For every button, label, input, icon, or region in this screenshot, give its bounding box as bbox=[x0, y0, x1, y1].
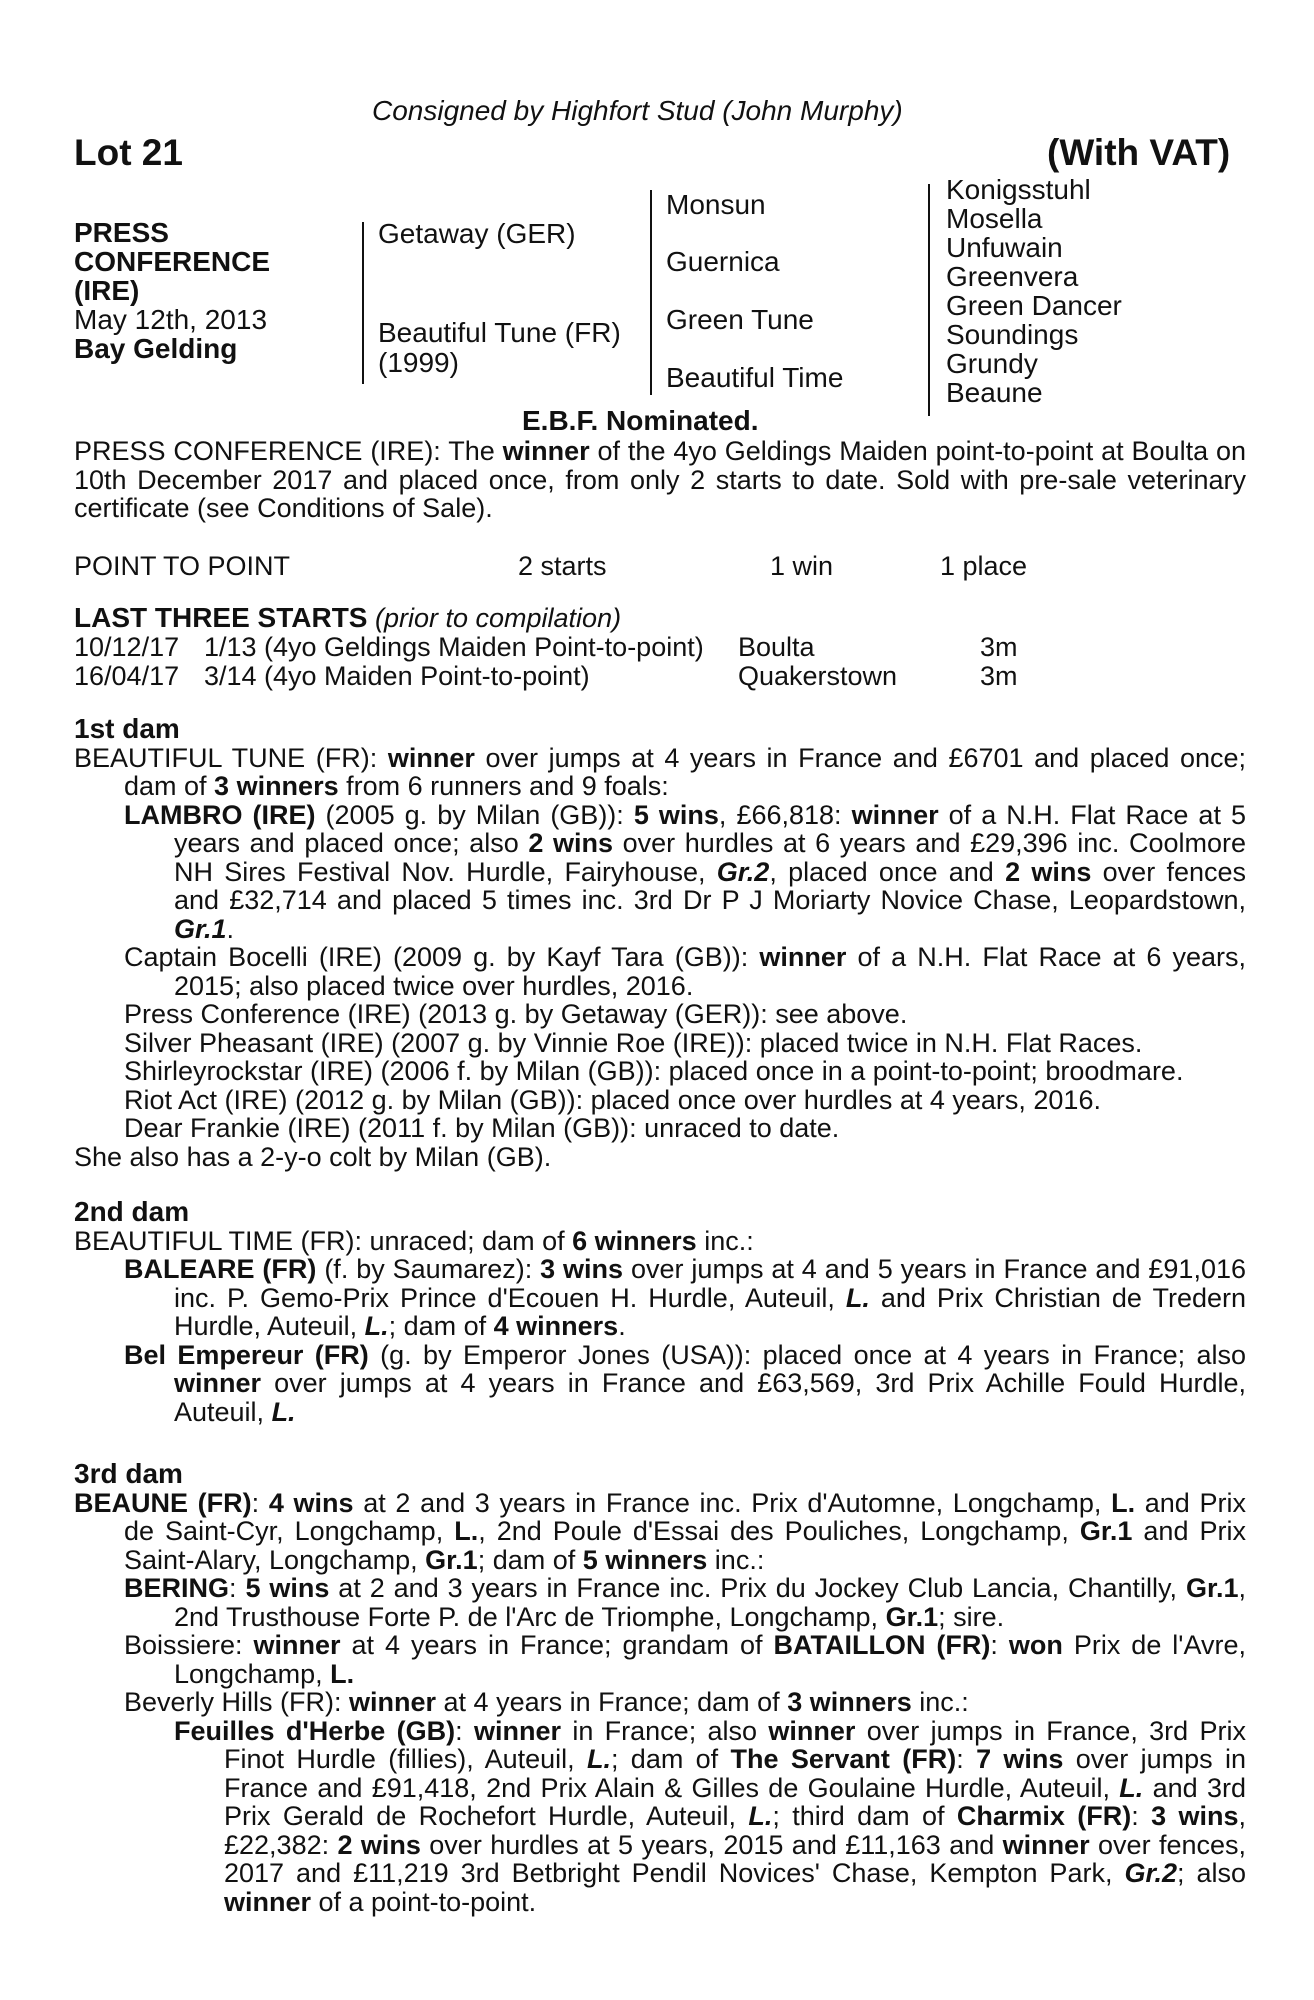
horse-identity bbox=[74, 218, 270, 363]
pedigree-gen3-5: Green Dancer bbox=[946, 290, 1122, 321]
pedigree-gen3-6: Soundings bbox=[946, 319, 1079, 350]
horse-name-line2: CONFERENCE bbox=[74, 246, 271, 277]
produce-bel-empereur: Bel Empereur (FR) (g. by Emperor Jones (USA)): placed once at 4 years in France; also winner over jumps at 4 years in France and £63,569, 3rd Prix Achille Fould Hurdle, Auteuil, L. bbox=[124, 1339, 1246, 1427]
summary-paragraph: PRESS CONFERENCE (IRE): The winner of the 4yo Geldings Maiden point-to-point at Boulta on 10th December 2017 and placed once, from only 2 starts to date. Sold with pre-sale veterinary certificate (see Conditions of Sale). bbox=[74, 436, 1246, 523]
first-dam-also: She also has a 2-y-o colt by Milan (GB). bbox=[74, 1141, 552, 1172]
produce-dear-frankie: Dear Frankie (IRE) (2011 f. by Milan (GB)): unraced to date. bbox=[124, 1113, 840, 1143]
consignor-line: Consigned by Highfort Stud (John Murphy) bbox=[372, 95, 903, 126]
pedigree-gen2-4: Beautiful Time bbox=[666, 362, 844, 393]
horse-name-line1: PRESS bbox=[74, 217, 169, 248]
pedigree-dam: Beautiful Tune (FR) bbox=[378, 317, 621, 348]
racing-record bbox=[74, 552, 1246, 581]
produce-riot-act: Riot Act (IRE) (2012 g. by Milan (GB)): placed once over hurdles at 4 years, 2016. bbox=[124, 1084, 1101, 1115]
second-dam-intro: BEAUTIFUL TIME (FR): unraced; dam of 6 winners inc.: bbox=[74, 1225, 754, 1256]
produce-bering: BERING: 5 wins at 2 and 3 years in France inc. Prix du Jockey Club Lancia, Chantilly, Gr.1, 2nd Trusthouse Forte P. de l'Arc de Triomphe, Longchamp, Gr.1; sire. bbox=[124, 1573, 1247, 1632]
record-label: POINT TO POINT bbox=[74, 551, 291, 581]
foaling-date: May 12th, 2013 bbox=[74, 304, 268, 335]
pedigree-gen3-2: Mosella bbox=[946, 203, 1043, 234]
ebf-nominated: E.B.F. Nominated. bbox=[522, 405, 759, 436]
third-dam-beaune: BEAUNE (FR): 4 wins at 2 and 3 years in France inc. Prix d'Automne, Longchamp, L. and Prix de Saint-Cyr, Longchamp, L., 2nd Poule d'Essai des Pouliches, Longchamp, Gr.1 and Prix Saint-Alary, Longchamp, Gr.1; dam of 5 winners inc.: bbox=[74, 1487, 1246, 1575]
second-dam-section bbox=[74, 1198, 1246, 1426]
pedigree-divider-3 bbox=[928, 184, 930, 416]
produce-lambro: LAMBRO (IRE) (2005 g. by Milan (GB)): 5 wins, £66,818: winner of a N.H. Flat Race at 5 years and placed once; also 2 wins over hurdles at 6 years and £29,396 inc. Coolmore NH Sires Festival Nov. Hurdle, Fairyhouse, Gr.2, placed once and 2 wins over fences and £32,714 and placed 5 times inc. 3rd Dr P J Moriarty Novice Chase, Leopardstown, Gr.1. bbox=[124, 799, 1247, 944]
record-places: 1 place bbox=[940, 551, 1028, 581]
last-starts-note: (prior to compilation) bbox=[367, 603, 622, 633]
pedigree-divider-1 bbox=[362, 222, 364, 384]
start-row: 16/04/17 3/14 (4yo Maiden Point-to-point) Quakerstown 3m bbox=[74, 660, 1018, 691]
pedigree-dam-year: (1999) bbox=[378, 347, 459, 378]
last-starts-section bbox=[74, 604, 1246, 691]
pedigree-sire: Getaway (GER) bbox=[378, 218, 576, 249]
second-dam-heading: 2nd dam bbox=[74, 1196, 190, 1227]
third-dam-heading: 3rd dam bbox=[74, 1458, 183, 1489]
produce-captain-bocelli: Captain Bocelli (IRE) (2009 g. by Kayf Tara (GB)): winner of a N.H. Flat Race at 6 years, 2015; also placed twice over hurdles, 2016. bbox=[124, 942, 1246, 1001]
first-dam-heading: 1st dam bbox=[74, 713, 180, 744]
produce-baleare: BALEARE (FR) (f. by Saumarez): 3 wins over jumps at 4 and 5 years in France and £91,016 inc. P. Gemo-Prix Prince d'Ecouen H. Hurdle, Auteuil, L. and Prix Christian de Tredern Hurdle, Auteuil, L.; dam of 4 winners. bbox=[124, 1254, 1246, 1341]
record-starts: 2 starts bbox=[518, 551, 607, 581]
produce-silver-pheasant: Silver Pheasant (IRE) (2007 g. by Vinnie Roe (IRE)): placed twice in N.H. Flat Races. bbox=[124, 1027, 1143, 1058]
pedigree-gen2-2: Guernica bbox=[666, 246, 780, 277]
produce-feuilles-dherbe: Feuilles d'Herbe (GB): winner in France; also winner over jumps in France, 3rd Prix Finot Hurdle (fillies), Auteuil, L.; dam of The Servant (FR): 7 wins over jumps in France and £91,418, 2nd Prix Alain & Gilles de Goulaine Hurdle, Auteuil, L. and 3rd Prix Gerald de Rochefort Hurdle, Auteuil, L.; third dam of Charmix (FR): 3 wins, £22,382: 2 wins over hurdles at 5 years, 2015 and £11,163 and winner over fences, 2017 and £11,219 3rd Betbright Pendil Novices' Chase, Kempton Park, Gr.2; also winner of a point-to-point. bbox=[174, 1715, 1247, 1917]
pedigree-gen3-8: Beaune bbox=[946, 377, 1043, 408]
pedigree-gen3-1: Konigsstuhl bbox=[946, 174, 1091, 205]
pedigree-gen3-4: Greenvera bbox=[946, 261, 1079, 292]
produce-press-conference: Press Conference (IRE) (2013 g. by Getaway (GER)): see above. bbox=[124, 999, 908, 1029]
first-dam-section bbox=[74, 715, 1246, 1171]
produce-boissiere: Boissiere: winner at 4 years in France; grandam of BATAILLON (FR): won Prix de l'Avre, Longchamp, L. bbox=[124, 1630, 1246, 1689]
pedigree-gen3-3: Unfuwain bbox=[946, 232, 1063, 263]
pedigree-gen3-7: Grundy bbox=[946, 348, 1038, 379]
first-dam-intro: BEAUTIFUL TUNE (FR): winner over jumps at 4 years in France and £6701 and placed once; dam of 3 winners from 6 runners and 9 foals: bbox=[74, 742, 1247, 801]
pedigree-gen2-3: Green Tune bbox=[666, 304, 814, 335]
last-starts-title: LAST THREE STARTS bbox=[74, 602, 368, 633]
pedigree-gen2-1: Monsun bbox=[666, 189, 766, 220]
pedigree-divider-2 bbox=[650, 190, 652, 395]
horse-name-line3: (IRE) bbox=[74, 275, 140, 306]
third-dam-section bbox=[74, 1460, 1246, 1916]
horse-sex-colour: Bay Gelding bbox=[74, 333, 238, 364]
produce-shirleyrockstar: Shirleyrockstar (IRE) (2006 f. by Milan (GB)): placed once in a point-to-point; broodmare. bbox=[124, 1056, 1184, 1086]
start-row: 10/12/17 1/13 (4yo Geldings Maiden Point-to-point) Boulta 3m bbox=[74, 631, 1018, 662]
produce-beverly-hills: Beverly Hills (FR): winner at 4 years in France; dam of 3 winners inc.: bbox=[124, 1687, 969, 1717]
record-wins: 1 win bbox=[770, 551, 834, 581]
vat-label: (With VAT) bbox=[1047, 132, 1231, 173]
lot-number: Lot 21 bbox=[74, 132, 183, 173]
